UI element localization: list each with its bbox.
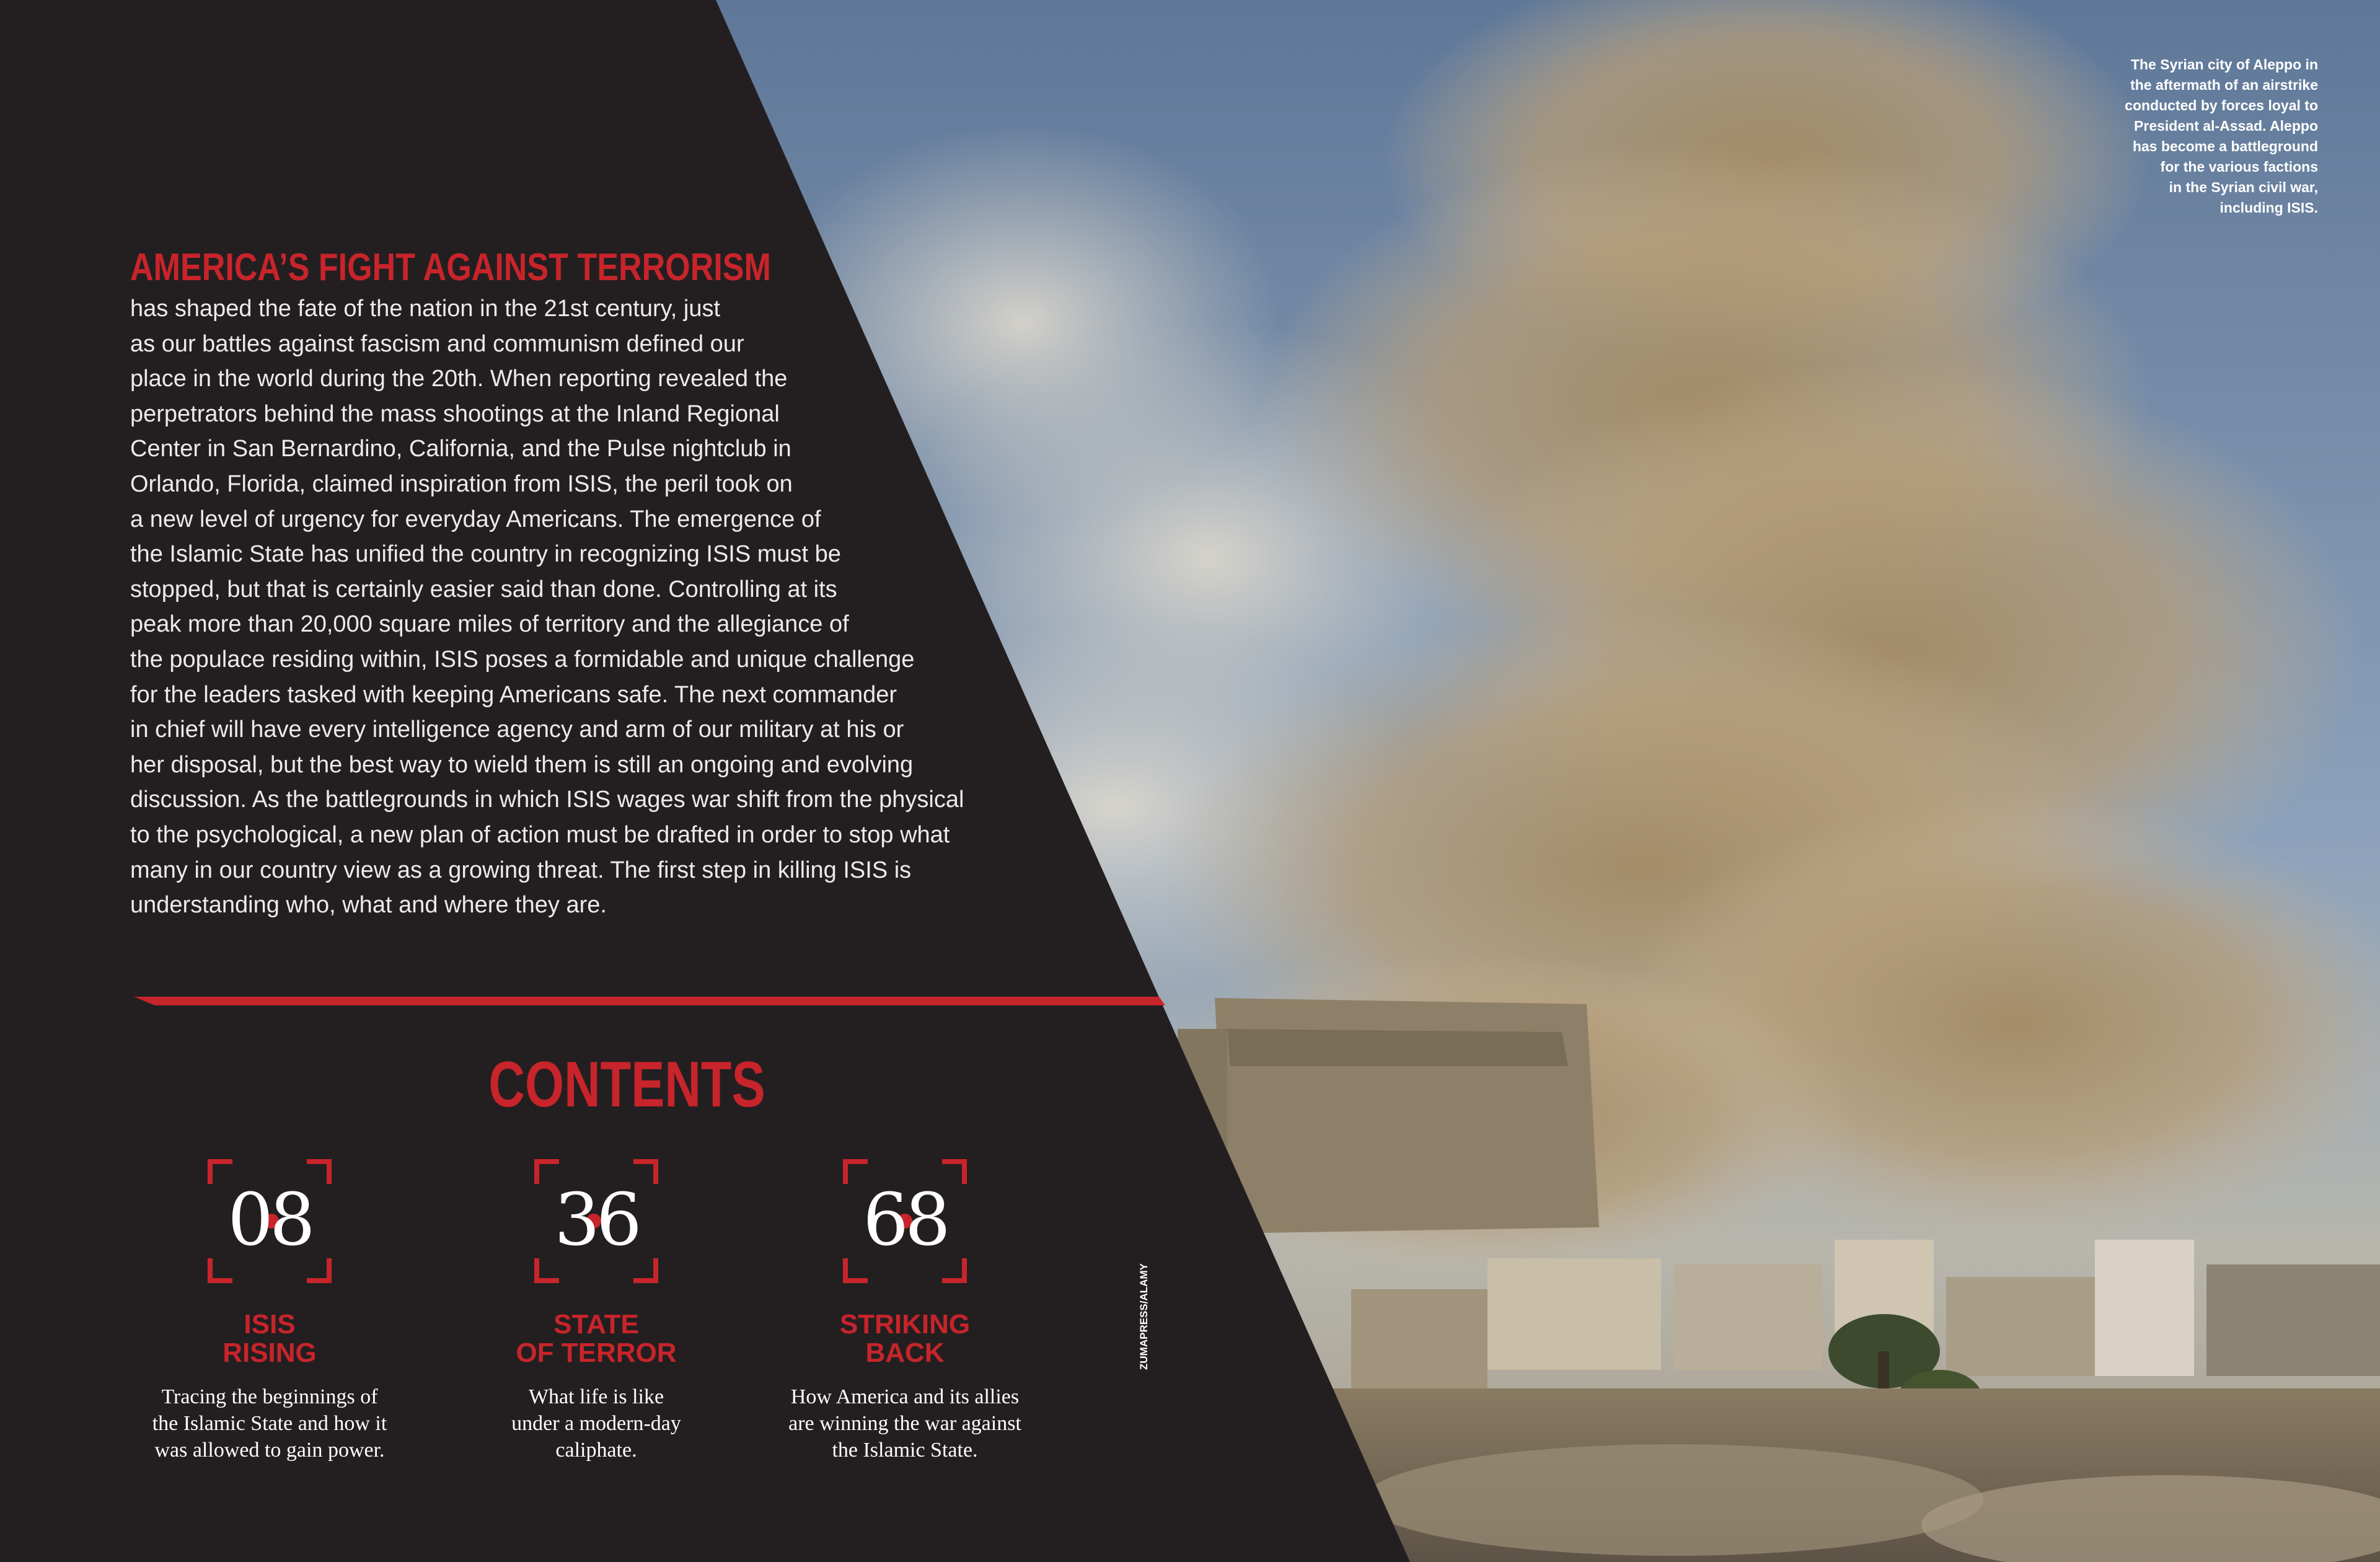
entry-title-line: STATE: [553, 1309, 639, 1339]
caption-line: President al-Assad. Aleppo: [2134, 118, 2318, 134]
intro-body: [130, 291, 1060, 923]
intro-line: perpetrators behind the mass shootings at the Inland Regional: [130, 400, 780, 427]
entry-desc-line: Tracing the beginnings of: [161, 1385, 378, 1408]
page-number-frame: [843, 1159, 967, 1283]
caption-line: including ISIS.: [2219, 200, 2318, 216]
intro-line: place in the world during the 20th. When reporting revealed the: [130, 366, 788, 392]
page-number: 68: [863, 1178, 947, 1262]
intro-line: stopped, but that is certainly easier said than done. Controlling at its: [130, 576, 837, 602]
entry-desc-line: the Islamic State.: [832, 1439, 978, 1462]
intro-line: Center in San Bernardino, California, and the Pulse nightclub in: [130, 436, 791, 462]
intro-line: many in our country view as a growing threat. The first step in killing ISIS is: [130, 857, 912, 883]
intro-line: the Islamic State has unified the country in recognizing ISIS must be: [130, 541, 841, 568]
intro-line: peak more than 20,000 square miles of territory and the allegiance of: [130, 611, 849, 638]
entry-description: [769, 1383, 1041, 1463]
intro-line: as our battles against fascism and communism defined our: [130, 330, 744, 357]
intro-line: for the leaders tasked with keeping Americans safe. The next commander: [130, 681, 897, 708]
entry-desc-line: How America and its allies: [790, 1385, 1020, 1408]
intro-line: a new level of urgency for everyday Americans. The emergence of: [130, 506, 821, 532]
contents-entry[interactable]: [460, 1159, 733, 1463]
intro-title: AMERICA’S FIGHT AGAINST TERRORISM: [130, 246, 771, 289]
entry-desc-line: the Islamic State and how it: [152, 1412, 387, 1435]
intro-line: in chief will have every intelligence agency and arm of our military at his or: [130, 717, 904, 743]
contents-entry[interactable]: [133, 1159, 406, 1463]
entry-description: [460, 1383, 733, 1463]
caption-line: in the Syrian civil war,: [2169, 179, 2318, 195]
entry-desc-line: What life is like: [528, 1385, 664, 1408]
caption-line: has become a battleground: [2132, 138, 2318, 154]
entry-desc-line: was allowed to gain power.: [154, 1439, 385, 1462]
entry-title-line: OF TERROR: [516, 1338, 677, 1368]
intro-line: Orlando, Florida, claimed inspiration from ISIS, the peril took on: [130, 470, 793, 497]
caption-line: the aftermath of an airstrike: [2130, 77, 2318, 93]
entry-title-line: BACK: [865, 1338, 945, 1368]
photo-caption: [2058, 55, 2318, 218]
entry-title: [460, 1310, 733, 1367]
intro-line: understanding who, what and where they are.: [130, 892, 607, 919]
entry-title-line: RISING: [223, 1338, 317, 1368]
intro-line: has shaped the fate of the nation in the 21st century, just: [130, 296, 721, 322]
page-number: 36: [554, 1178, 638, 1262]
red-divider-rule: [130, 992, 1165, 1010]
entry-title-line: ISIS: [244, 1309, 296, 1339]
photo-credit: ZUMAPRESS/ALAMY: [1138, 1263, 1150, 1370]
entry-title: [133, 1310, 406, 1367]
entry-title: [769, 1310, 1041, 1367]
entry-title-line: STRIKING: [839, 1309, 971, 1339]
entry-description: [133, 1383, 406, 1463]
page-number-frame: [208, 1159, 332, 1283]
intro-line: to the psychological, a new plan of action must be drafted in order to stop what: [130, 821, 950, 848]
caption-line: for the various factions: [2160, 159, 2318, 175]
entry-desc-line: under a modern-day: [511, 1412, 681, 1435]
entry-desc-line: are winning the war against: [788, 1412, 1021, 1435]
caption-line: The Syrian city of Aleppo in: [2130, 56, 2318, 73]
contents-entry[interactable]: [769, 1159, 1041, 1463]
page-number: 08: [227, 1178, 312, 1262]
intro-line: the populace residing within, ISIS poses a formidable and unique challenge: [130, 646, 915, 673]
intro-line: her disposal, but the best way to wield them is still an ongoing and evolving: [130, 751, 914, 778]
page-number-frame: [534, 1159, 658, 1283]
entry-desc-line: caliphate.: [555, 1439, 637, 1462]
intro-section: [130, 243, 1060, 923]
intro-line: discussion. As the battlegrounds in which ISIS wages war shift from the physical: [130, 787, 964, 813]
caption-line: conducted by forces loyal to: [2125, 97, 2318, 113]
contents-heading: CONTENTS: [488, 1049, 765, 1121]
